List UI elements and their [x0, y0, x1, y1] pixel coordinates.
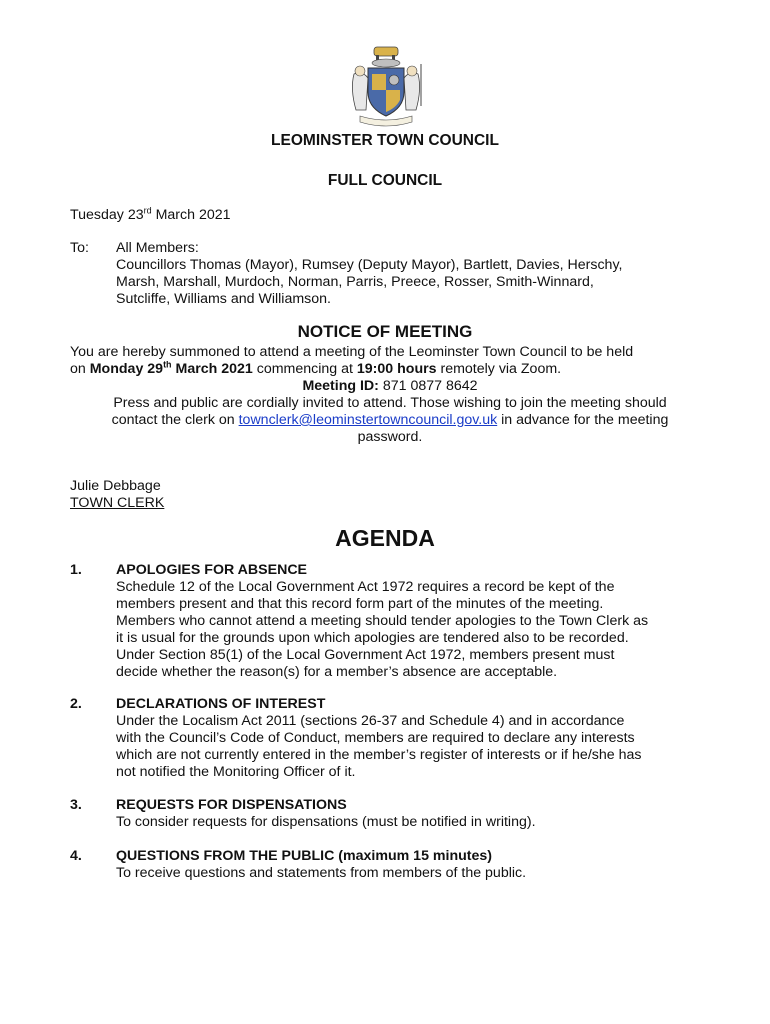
- agenda-item-heading: QUESTIONS FROM THE PUBLIC (maximum 15 minutes): [116, 848, 493, 864]
- recipients-line: Sutcliffe, Williams and Williamson.: [116, 291, 331, 307]
- agenda-item-number: 4.: [70, 848, 82, 864]
- notice-line: password.: [357, 429, 423, 445]
- notice-body: [70, 344, 710, 446]
- notice-line: You are hereby summoned to attend a meeting of the Leominster Town Council to be held: [70, 344, 634, 360]
- agenda-item-line: which are not currently entered in the member’s register of interests or if he/she has: [116, 747, 642, 763]
- coat-of-arms-icon: [344, 44, 428, 128]
- meeting-date: Tuesday 23rd March 2021: [70, 205, 231, 223]
- to-label: To:: [70, 240, 89, 256]
- agenda-item-line: To receive questions and statements from members of the public.: [116, 865, 527, 881]
- agenda-item-line: To consider requests for dispensations (must be notified in writing).: [116, 814, 536, 830]
- notice-line: Press and public are cordially invited to attend. Those wishing to join the meeting should: [113, 395, 667, 411]
- agenda-item-line: decide whether the reason(s) for a member’s absence are acceptable.: [116, 664, 558, 680]
- meeting-id: Meeting ID: 871 0877 8642: [302, 378, 478, 394]
- recipients-line: Councillors Thomas (Mayor), Rumsey (Deputy Mayor), Bartlett, Davies, Herschy,: [116, 257, 623, 273]
- clerk-email-link[interactable]: townclerk@leominstertowncouncil.gov.uk: [238, 412, 498, 428]
- agenda-item-line: members present and that this record form part of the minutes of the meeting.: [116, 596, 604, 612]
- agenda-item-line: Schedule 12 of the Local Government Act 1972 requires a record be kept of the: [116, 579, 615, 595]
- agenda-item-line: with the Council’s Code of Conduct, members are required to declare any interests: [116, 730, 635, 746]
- agenda-item-heading: DECLARATIONS OF INTEREST: [116, 696, 326, 712]
- agenda-item-heading: REQUESTS FOR DISPENSATIONS: [116, 797, 347, 813]
- meeting-time: 19:00 hours: [356, 361, 437, 377]
- recipients-line: Marsh, Marshall, Murdoch, Norman, Parris, Preece, Rosser, Smith-Winnard,: [116, 274, 594, 290]
- agenda-item-line: not notified the Monitoring Officer of it.: [116, 764, 356, 780]
- agenda-item-line: Under Section 85(1) of the Local Government Act 1972, members present must: [116, 647, 615, 663]
- recipients-line: All Members:: [116, 240, 199, 256]
- agenda-item-number: 1.: [70, 562, 82, 578]
- agenda-item-heading: APOLOGIES FOR ABSENCE: [116, 562, 308, 578]
- agenda-item-number: 3.: [70, 797, 82, 813]
- agenda-item-number: 2.: [70, 696, 82, 712]
- notice-title: NOTICE OF MEETING: [297, 322, 473, 341]
- recipients: [116, 240, 706, 308]
- notice-line: contact the clerk on townclerk@leominstertowncouncil.gov.uk in advance for the meeting: [111, 412, 669, 428]
- clerk-role: TOWN CLERK: [70, 495, 165, 511]
- agenda-item-line: Members who cannot attend a meeting should tender apologies to the Town Clerk as: [116, 613, 649, 629]
- agenda-item-line: it is usual for the grounds upon which apologies are tendered also to be recorded.: [116, 630, 629, 646]
- agenda-title: AGENDA: [335, 525, 435, 551]
- notice-line: on Monday 29th March 2021 commencing at 19:00 hours remotely via Zoom.: [70, 359, 562, 377]
- agenda-item-line: Under the Localism Act 2011 (sections 26-37 and Schedule 4) and in accordance: [116, 713, 625, 729]
- signature: [70, 478, 164, 512]
- meeting-type: FULL COUNCIL: [327, 172, 443, 189]
- council-title: LEOMINSTER TOWN COUNCIL: [271, 132, 499, 149]
- meeting-day: Monday 29th March 2021: [89, 359, 253, 377]
- clerk-name: Julie Debbage: [70, 478, 161, 494]
